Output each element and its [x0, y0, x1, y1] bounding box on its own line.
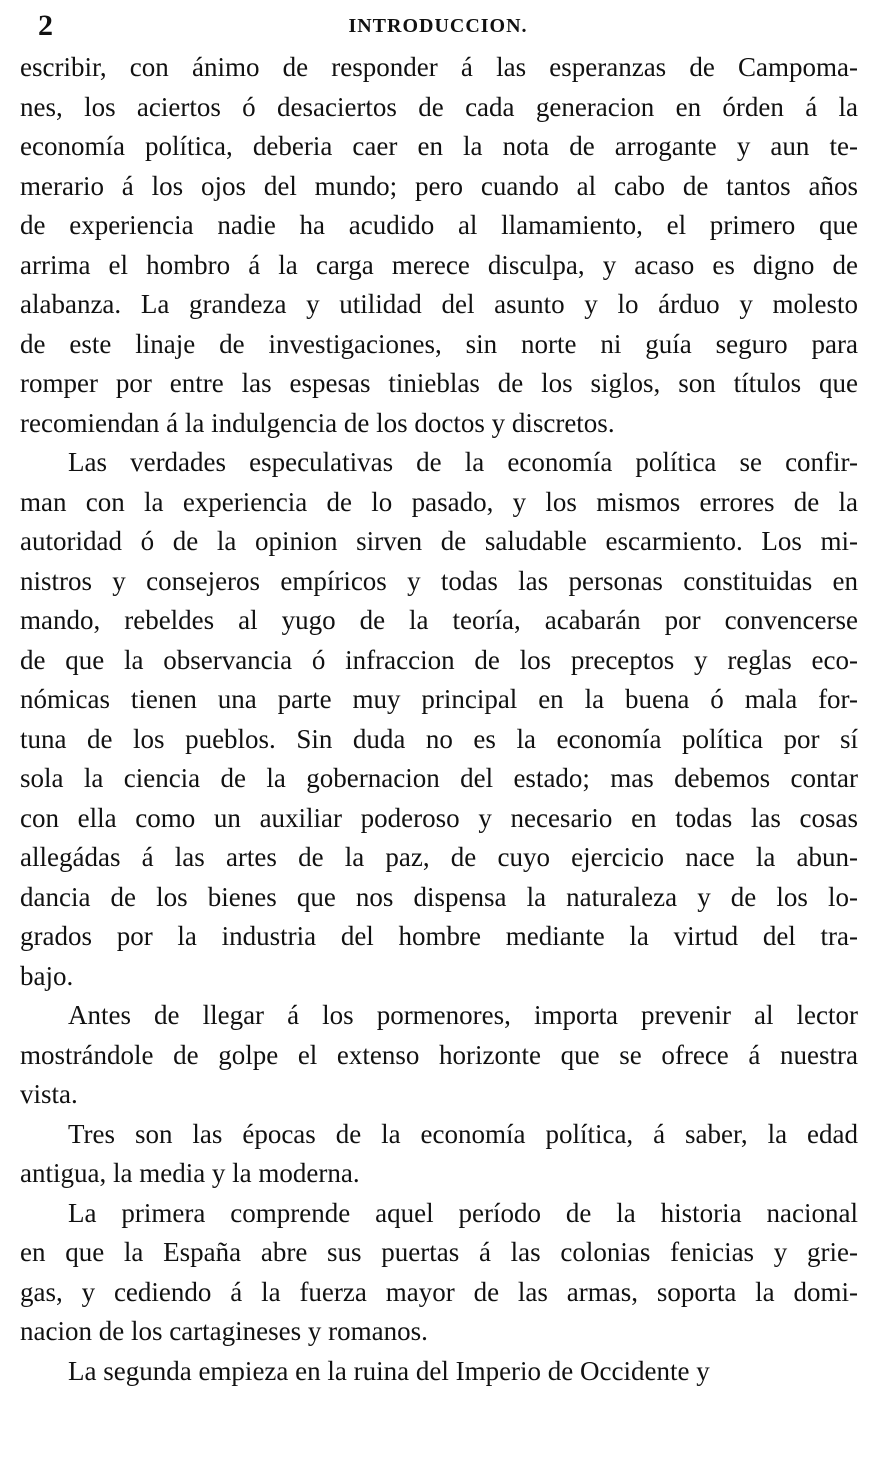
- text-line: mostrándole de golpe el extenso horizonte que se ofrece á nuestra: [20, 1039, 858, 1070]
- text-line: merario á los ojos del mundo; pero cuando al cabo de tantos años: [20, 170, 858, 201]
- paragraph: [20, 48, 858, 443]
- text-line: nes, los aciertos ó desaciertos de cada generacion en órden á la: [20, 91, 858, 122]
- text-line: Las verdades especulativas de la economía política se confir-: [68, 447, 858, 477]
- text-line: autoridad ó de la opinion sirven de saludable escarmiento. Los mi-: [20, 526, 858, 556]
- text-line: alabanza. La grandeza y utilidad del asunto y lo árduo y molesto: [20, 289, 858, 319]
- text-line: con ella como un auxiliar poderoso y necesario en todas las cosas: [20, 802, 858, 833]
- text-line: vista.: [20, 1079, 78, 1109]
- text-line: romper por entre las espesas tinieblas de los siglos, son títulos que: [20, 368, 858, 398]
- text-line: nistros y consejeros empíricos y todas las personas constituidas en: [20, 565, 858, 596]
- text-line: antigua, la media y la moderna.: [20, 1158, 360, 1188]
- paragraph: [20, 996, 858, 1115]
- text-line: de este linaje de investigaciones, sin norte ni guía seguro para: [20, 328, 858, 359]
- text-line: nacion de los cartagineses y romanos.: [20, 1316, 428, 1346]
- text-line: bajo.: [20, 960, 74, 991]
- text-line: de experiencia nadie ha acudido al llamamiento, el primero que: [20, 210, 858, 240]
- text-line: Antes de llegar á los pormenores, importa prevenir al lector: [68, 1000, 858, 1030]
- text-line: nómicas tienen una parte muy principal en la buena ó mala for-: [20, 684, 858, 714]
- paragraph: [20, 443, 858, 996]
- text-line: La segunda empieza en la ruina del Imperio de Occidente y: [68, 1355, 710, 1386]
- text-line: tuna de los pueblos. Sin duda no es la economía política por sí: [20, 723, 858, 754]
- text-line: mando, rebeldes al yugo de la teoría, acabarán por convencerse: [20, 605, 858, 635]
- text-line: man con la experiencia de lo pasado, y los mismos errores de la: [20, 486, 858, 517]
- text-line: economía política, deberia caer en la nota de arrogante y aun te-: [20, 131, 858, 161]
- page-number: 2: [38, 9, 53, 42]
- paragraph: [20, 1115, 858, 1194]
- paragraph: [20, 1352, 858, 1392]
- text-line: allegádas á las artes de la paz, de cuyo ejercicio nace la abun-: [20, 842, 858, 872]
- text-line: Tres son las épocas de la economía política, á saber, la edad: [68, 1118, 858, 1149]
- body-text: [20, 48, 858, 1391]
- page-header: [20, 6, 856, 46]
- text-line: escribir, con ánimo de responder á las esperanzas de Campoma-: [20, 52, 858, 82]
- text-line: grados por la industria del hombre mediante la virtud del tra-: [20, 921, 858, 951]
- running-head: INTRODUCCION.: [348, 15, 528, 37]
- paragraph: [20, 1194, 858, 1352]
- text-line: dancia de los bienes que nos dispensa la naturaleza y de los lo-: [20, 881, 858, 912]
- text-line: de que la observancia ó infraccion de los preceptos y reglas eco-: [20, 644, 858, 675]
- text-line: en que la España abre sus puertas á las colonias fenicias y grie-: [20, 1237, 858, 1267]
- text-line: arrima el hombro á la carga merece disculpa, y acaso es digno de: [20, 249, 858, 280]
- text-line: La primera comprende aquel período de la historia nacional: [68, 1197, 858, 1228]
- text-line: recomiendan á la indulgencia de los doctos y discretos.: [20, 407, 615, 438]
- text-line: sola la ciencia de la gobernacion del estado; mas debemos contar: [20, 763, 858, 793]
- text-line: gas, y cediendo á la fuerza mayor de las armas, soporta la domi-: [20, 1276, 858, 1307]
